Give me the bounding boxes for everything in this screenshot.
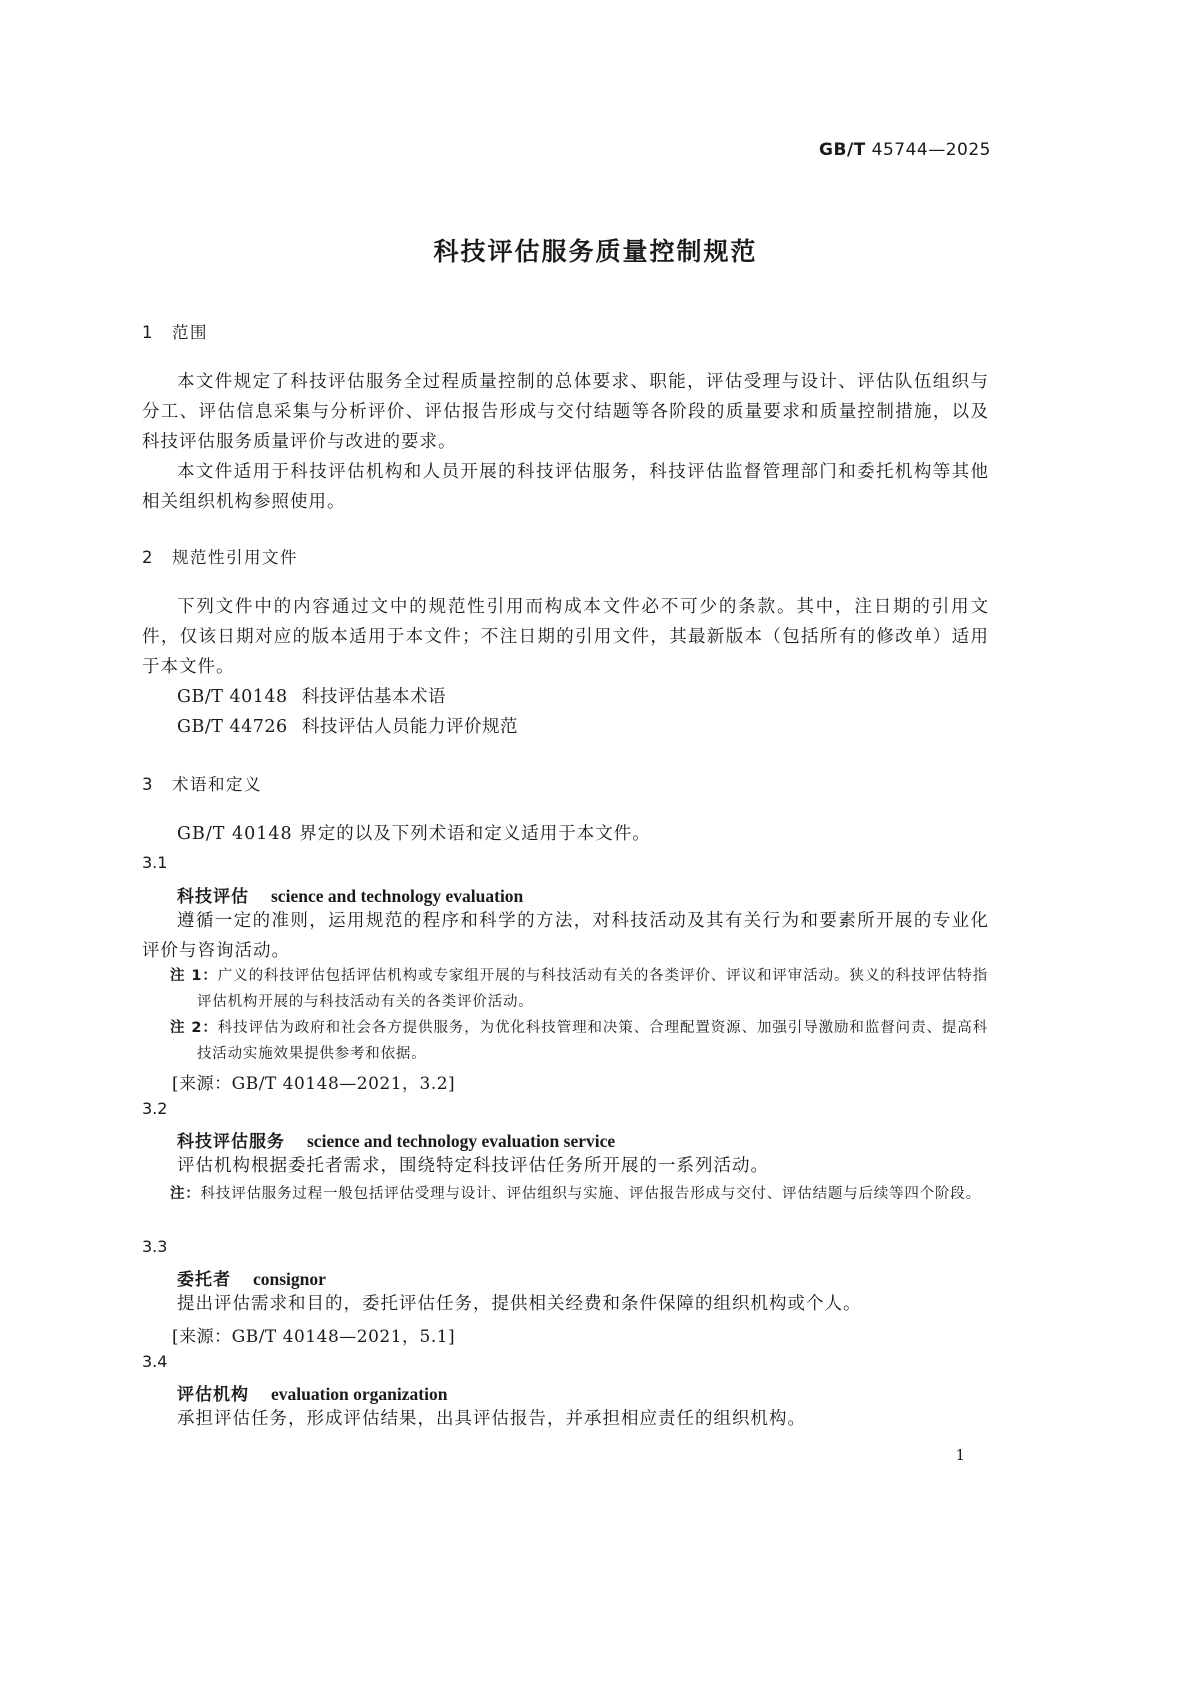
- note-block: [170, 963, 988, 1067]
- section-3-heading: [142, 771, 262, 795]
- note: [170, 963, 988, 1015]
- term-chinese: 科技评估: [177, 887, 249, 907]
- section-title: 术语和定义: [172, 775, 262, 794]
- term-definition-block: [142, 1289, 989, 1319]
- term-english: evaluation organization: [271, 1384, 448, 1404]
- normative-reference: [142, 712, 989, 742]
- paragraph: 下列文件中的内容通过文中的规范性引用而构成本文件必不可少的条款。其中，注日期的引用文件，仅该日期对应的版本适用于本文件；不注日期的引用文件，其最新版本（包括所有的修改单）适用于本文件。: [142, 597, 989, 677]
- section-1-body: [142, 367, 989, 517]
- reference-code: GB/T 44726: [177, 717, 288, 737]
- section-1-heading: [142, 319, 208, 343]
- term-number: 3.2: [142, 1099, 168, 1118]
- note: [170, 1181, 988, 1207]
- section-3-intro: [142, 819, 989, 849]
- note-block: [170, 1181, 988, 1207]
- note-label: 注：: [170, 1186, 201, 1202]
- note-text: 科技评估为政府和社会各方提供服务，为优化科技管理和决策、合理配置资源、加强引导激励和监督问责、提高科技活动实施效果提供参考和依据。: [197, 1020, 988, 1062]
- note-label: 注 1：: [170, 968, 218, 984]
- section-number: 1: [142, 323, 154, 342]
- paragraph: 本文件适用于科技评估机构和人员开展的科技评估服务，科技评估监督管理部门和委托机构等其他相关组织机构参照使用。: [142, 462, 989, 512]
- reference-name: 科技评估基本术语: [302, 687, 446, 707]
- section-title: 规范性引用文件: [172, 548, 298, 567]
- paragraph: GB/T 40148 界定的以及下列术语和定义适用于本文件。: [177, 824, 651, 844]
- term-definition-block: [142, 906, 989, 966]
- standard-code: [819, 140, 991, 160]
- term-chinese: 科技评估服务: [177, 1132, 285, 1152]
- standard-prefix: GB/T: [819, 140, 866, 160]
- term-number: 3.3: [142, 1237, 168, 1256]
- term-source: [来源：GB/T 40148—2021，5.1]: [172, 1327, 456, 1347]
- term-english: consignor: [253, 1269, 326, 1289]
- reference-code: GB/T 40148: [177, 687, 288, 707]
- document-title: 科技评估服务质量控制规范: [433, 237, 758, 266]
- term-definition-block: [142, 1151, 989, 1181]
- term-number: 3.1: [142, 853, 168, 872]
- standard-number: 45744—2025: [865, 140, 991, 160]
- term-definition: 遵循一定的准则，运用规范的程序和科学的方法，对科技活动及其有关行为和要素所开展的专业化评价与咨询活动。: [142, 911, 989, 961]
- section-number: 3: [142, 775, 154, 794]
- paragraph: 本文件规定了科技评估服务全过程质量控制的总体要求、职能，评估受理与设计、评估队伍组织与分工、评估信息采集与分析评价、评估报告形成与交付结题等各阶段的质量要求和质量控制措施，以及科技评估服务质量评价与改进的要求。: [142, 372, 989, 452]
- term-entry: [177, 1380, 447, 1405]
- term-entry: [177, 1265, 326, 1290]
- page-number: 1: [955, 1446, 965, 1464]
- term-english: science and technology evaluation: [271, 886, 524, 906]
- section-2-body: [142, 592, 989, 742]
- section-title: 范围: [172, 323, 208, 342]
- term-definition-block: [142, 1404, 989, 1434]
- note-text: 广义的科技评估包括评估机构或专家组开展的与科技活动有关的各类评价、评议和评审活动。狭义的科技评估特指评估机构开展的与科技活动有关的各类评价活动。: [197, 968, 988, 1010]
- term-entry: [177, 882, 523, 907]
- term-definition: 评估机构根据委托者需求，围绕特定科技评估任务所开展的一系列活动。: [177, 1156, 769, 1176]
- note-text: 科技评估服务过程一般包括评估受理与设计、评估组织与实施、评估报告形成与交付、评估结题与后续等四个阶段。: [200, 1186, 981, 1202]
- section-2-heading: [142, 544, 298, 568]
- term-source: [来源：GB/T 40148—2021，3.2]: [172, 1074, 456, 1094]
- term-definition: 承担评估任务，形成评估结果，出具评估报告，并承担相应责任的组织机构。: [177, 1409, 806, 1429]
- reference-name: 科技评估人员能力评价规范: [302, 717, 518, 737]
- note: [170, 1015, 988, 1067]
- term-english: science and technology evaluation service: [307, 1131, 616, 1151]
- term-chinese: 委托者: [177, 1270, 231, 1290]
- normative-reference: [142, 682, 989, 712]
- term-number: 3.4: [142, 1352, 168, 1371]
- term-chinese: 评估机构: [177, 1385, 249, 1405]
- note-label: 注 2：: [170, 1020, 218, 1036]
- section-number: 2: [142, 548, 154, 567]
- term-entry: [177, 1127, 615, 1152]
- term-definition: 提出评估需求和目的，委托评估任务，提供相关经费和条件保障的组织机构或个人。: [177, 1294, 862, 1314]
